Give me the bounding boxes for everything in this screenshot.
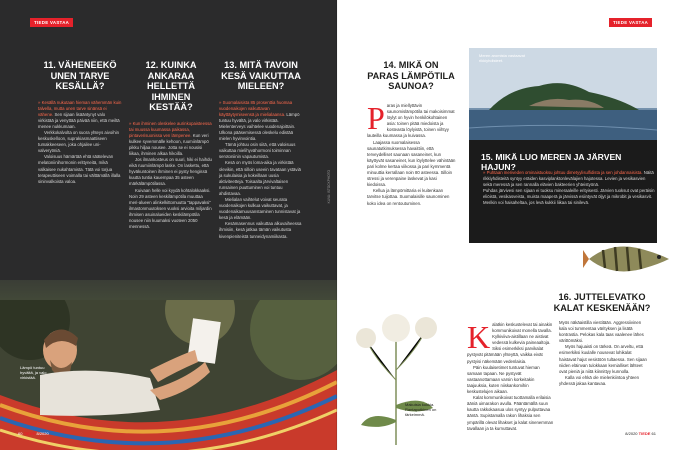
heading-q15: 15. MIKÄ LUO MEREN JA JÄRVEN HAJUN? (481, 152, 622, 172)
page-number: 60 (18, 431, 23, 436)
heading-q14: 14. MIKÄ ON PARAS LÄMPÖTILA SAUNOA? (367, 60, 455, 91)
para-q11-3: Valoisuus hämärtää ehtä säätelevan melatoniinihormonin erittyneitä, mikä valkaisee nukahtamista. Tätä voi torjua terapeuttiseen voimalla tai välttämällä illalla sininvalkoista valoa. (38, 154, 121, 184)
island-photo (469, 48, 657, 153)
para-q12-1: Kun veri kulkee syvemmälle kehoon, ruumiinlämpö pikku hiljaa nousee. Jotta se ei nousisi liikaa, ihminen alkaa hikoilla. (129, 132, 209, 156)
folio-left (18, 431, 49, 436)
dropcap-q14: P (367, 100, 385, 136)
right-page (337, 0, 674, 450)
dropcap-q16: K (467, 319, 491, 355)
plant-caption: Makuisia kukkia. Rantaputkinen on tärkeimmä. (405, 402, 437, 417)
para-q14-2: Laajassa suomalaisessa saunatutkimuksessa havaittiin, että terveydelliset saunaan sasaneinet, kun käyttyvät sasaneinet, kun löylyttelee vähintään pari kolme kertaa viikossa ja pari kymmentä minuuttia kerrallaan noin 80 asteessa. Silloin stressi ja verenpaine laskevat ja kasi kiedoissa. (367, 139, 456, 188)
photo-caption: Lämpö tuntuu hyvältä, ja valo virkistää. (20, 365, 47, 380)
lead-q13: » Suomalaisista 85 prosenttia huomaa vuodenaikojen vaikuttavan käyttäytymiseensä ja mielialaansa. (219, 99, 293, 117)
island-illustration (469, 48, 657, 153)
section-tag: TIEDE VASTAA (609, 18, 652, 27)
para-q16-6: Kalla voi ehkä ole mielenkiintoa yhteen yhdessä jakaa kantavaa. (559, 374, 640, 386)
para-q13-2: Tämä johtuu osin siitä, että valoisuus vaikuttaa mielihyvähormoni toiminnan serotoniinin vapautumista. (219, 142, 296, 160)
para-q16-3: Kalat kommunikoivat tuottamalla erilaisia ääniä uimarakon avulla. Pääntämällä suun kautta rakkokaasua ulos syntyy pulputtavaa ääntä. Supistamalla rakon lihaksia sen ympärillä olevat lihakset ja kalat sinenemman tavallaan ja ta kurnuttavat. (467, 395, 554, 431)
para-q15-2: Puhdas järvivesi sen sijaan ei tuoksu mineraaleille erityisesti. Järvien tuoksut ovat peräisin eliöistä, vesikasveista, muista maaperä ja järvissä esiintyvät öljyt ja mikrobit ja vesikasvit. (483, 188, 655, 200)
heading-q11: 11. VÄHENEEKÖ UNEN TARVE KESÄLLÄ? (43, 60, 117, 91)
lead-q12: » Kun ihminen oleskelee aurinkopaisteessa tai muussa kuumassa paikassa, pintaverisuonissa ven lämpenee. (129, 120, 212, 138)
body-q14 (367, 100, 457, 207)
body-q16-col2 (559, 320, 649, 387)
brand-name: TIEDE (23, 431, 36, 436)
photo-credit: KUVA: ISTOCKPHOTO (327, 170, 331, 204)
article-q15 (469, 140, 657, 243)
para-q13-1: Lämpö tuntuu hyvältä, ja valo virkistää. Mielenterveys vaihtelee vuodenajoittain. Ulkona pääsemisessä oleskelu edistää mielen hyvinvointia. (219, 111, 300, 142)
para-q16-1: alatkin keskustelevat tai ainakin kommunikoivat monella tavalla. Kylkiviiva-aistillaan ne aistivat vedessä kulkevia paineaaltoja. Siksi esimerkiksi parvikalat pystyvät pitämään yhteyttä, vaikka eivät pystyisi näkemään vedenlaisia. (467, 322, 553, 364)
issue-date: 8/2020 (36, 431, 49, 436)
para-q15-1: Näitä rikkiyhdisteitä syntyy eräiden kasviplanktonlevälajien hajotessa. Levien ja vesikasvien sekä meressä ja sen rannalla elävien bakteerien yhteistyönä. (483, 170, 654, 188)
lead-q15: » Puhtaan meriveden ominaistuoksu johtuu dimetyylisulfidista ja sen johdannaisista. (483, 170, 643, 175)
brand-name: TIEDE (638, 431, 651, 436)
article-q11 (38, 60, 122, 185)
para-q13-5: Kesämasennus vaikuttaa alkuvaiheessa ihmisiin, kesä jatkaa tämän vaikutusta kivenpieniteistä tunneidynamiikasta. (219, 221, 302, 239)
article-q13 (219, 60, 303, 240)
para-q13-4: Mielialan vaihtelut voivat seurata vuodenaikojen kulkua vaikuttavat, ja vuodenaikamuusanstaminen tunnistavat ja kesä ja elämään. (219, 197, 301, 221)
body-q13 (219, 100, 303, 240)
body-q12 (129, 121, 213, 231)
heading-q13: 13. MITÄ TAVOIN KESÄ VAIKUTTAA MIELEEN? (221, 60, 301, 91)
issue-date: 8/2020 (625, 431, 638, 436)
para-q15-3: Merikin voi haisaheltaa, jos levä kukkii liikaa tai sinilevä. (483, 200, 590, 206)
para-q11-2: Verkkokalvolta on suora yhteys aivoihin keskuskelloon, suprakiasmaattiseen tumakkeeseen, joka ohjailee uni-valverytmiä. (38, 129, 119, 154)
para-q12-2: Jos ilmankosteus on suuri, hiki ei haihdu eikä ruumiinlämpö laske. On laskettu, että hyväkuntoinen ihminen ei pysty hengissä kuutta tuntia kauempaa 35 asteen märkälämpötilassa. (129, 157, 212, 187)
para-q14-1: aras ja miellyttävin saunomislämpötila tai makoisimmat löylyt on hyvin henkilökohtainen asia: toinen pitää miedoista ja kosteasta löylyistä, toinen viihtyy lauteilla kuumassa ja kuivassa. (367, 103, 455, 139)
para-q14-3: Kellua ja lämpömittaria ei kuitenkaan tarvitse tuijottaa. Suomalaisille saunominen koko idea on rentoutuminen. (367, 188, 450, 206)
para-q12-3: Kuivaan helle voi kyydä kohtalokkaaksi. Noin 29 asteen keskilämpötila muuttaa meri-alueen alinkelkittomuutta "tappavaksi" ilmastonmuutoksen vuoksi arvioita miljardin ihmisen asuinalueiden keskilämpötila nousee niin kuumaksi vuoteen 2050 mennessä. (129, 187, 212, 230)
spine-fold (336, 0, 338, 450)
para-q13-3: Kesä on myös loma-aika ja virkistää olevikin, että silloin useein tavataan ystäviä ja sukulaisia ja kokeillaan uusia aktiviteetteja. Toisaalta järvivaltaisen runsainen puuttuminen voi tuntuu ahdistavaa. (219, 160, 301, 196)
para-q16-5: Myös hajuaisti on tärkeä. On arveltu, että esimerkiksi kuulalle nousevat lohikalat haistavat hajut vesistöön tultaessa. Sen sijaan niiden eläinvan tulokkaan kemialliset lähteet ovat pieniä ja niitä kiinnittyy kunnolla. (559, 344, 647, 374)
island-caption: Meren aromista vastaavat rikkiyhdisteet. (479, 53, 526, 63)
para-q16-4: Myös näkäaistilla viestitään. Aggressiivinen kala voi tummentaa värityksen ja lisätä kontrastia. Pelokas kala taas vaalenee lähes värittömäksi. (559, 320, 644, 344)
page-number: 61 (651, 431, 656, 436)
para-q16-2: Päin kuulaisetimet tuntuvat hieman samaan tapaan. Ne pystyvät vastaanottamaan varsin korkeitakin taajuuksia, kuten niiskankomihin keskustelujen aikaan. (467, 364, 540, 395)
body-q11 (38, 100, 122, 185)
heading-q16: 16. JUTTELEVATKO KALAT KESKENÄÄN? (553, 292, 651, 313)
body-q16-col1 (467, 319, 555, 432)
fish-illustration (583, 236, 673, 282)
article-q12 (129, 60, 213, 230)
plant-illustration (351, 300, 441, 445)
body-q15 (483, 170, 655, 207)
heading-q12: 12. KUINKA ANKARAA HELLETTÄ IHMINEN KESTÄÄ? (145, 60, 197, 112)
folio-right (625, 431, 656, 436)
para-q11-1: Sen sijaan lisääntynyt valo virkistää ja venyttää päivää niin, että meiltä menee nukkumaan. (38, 111, 120, 129)
section-tag: TIEDE VASTAA (30, 18, 73, 27)
lead-q11: » Kesällä nukutaan hieman vähemmän kuin talvella, mutta unen tarve sinänsä ei vähene. (38, 99, 122, 117)
